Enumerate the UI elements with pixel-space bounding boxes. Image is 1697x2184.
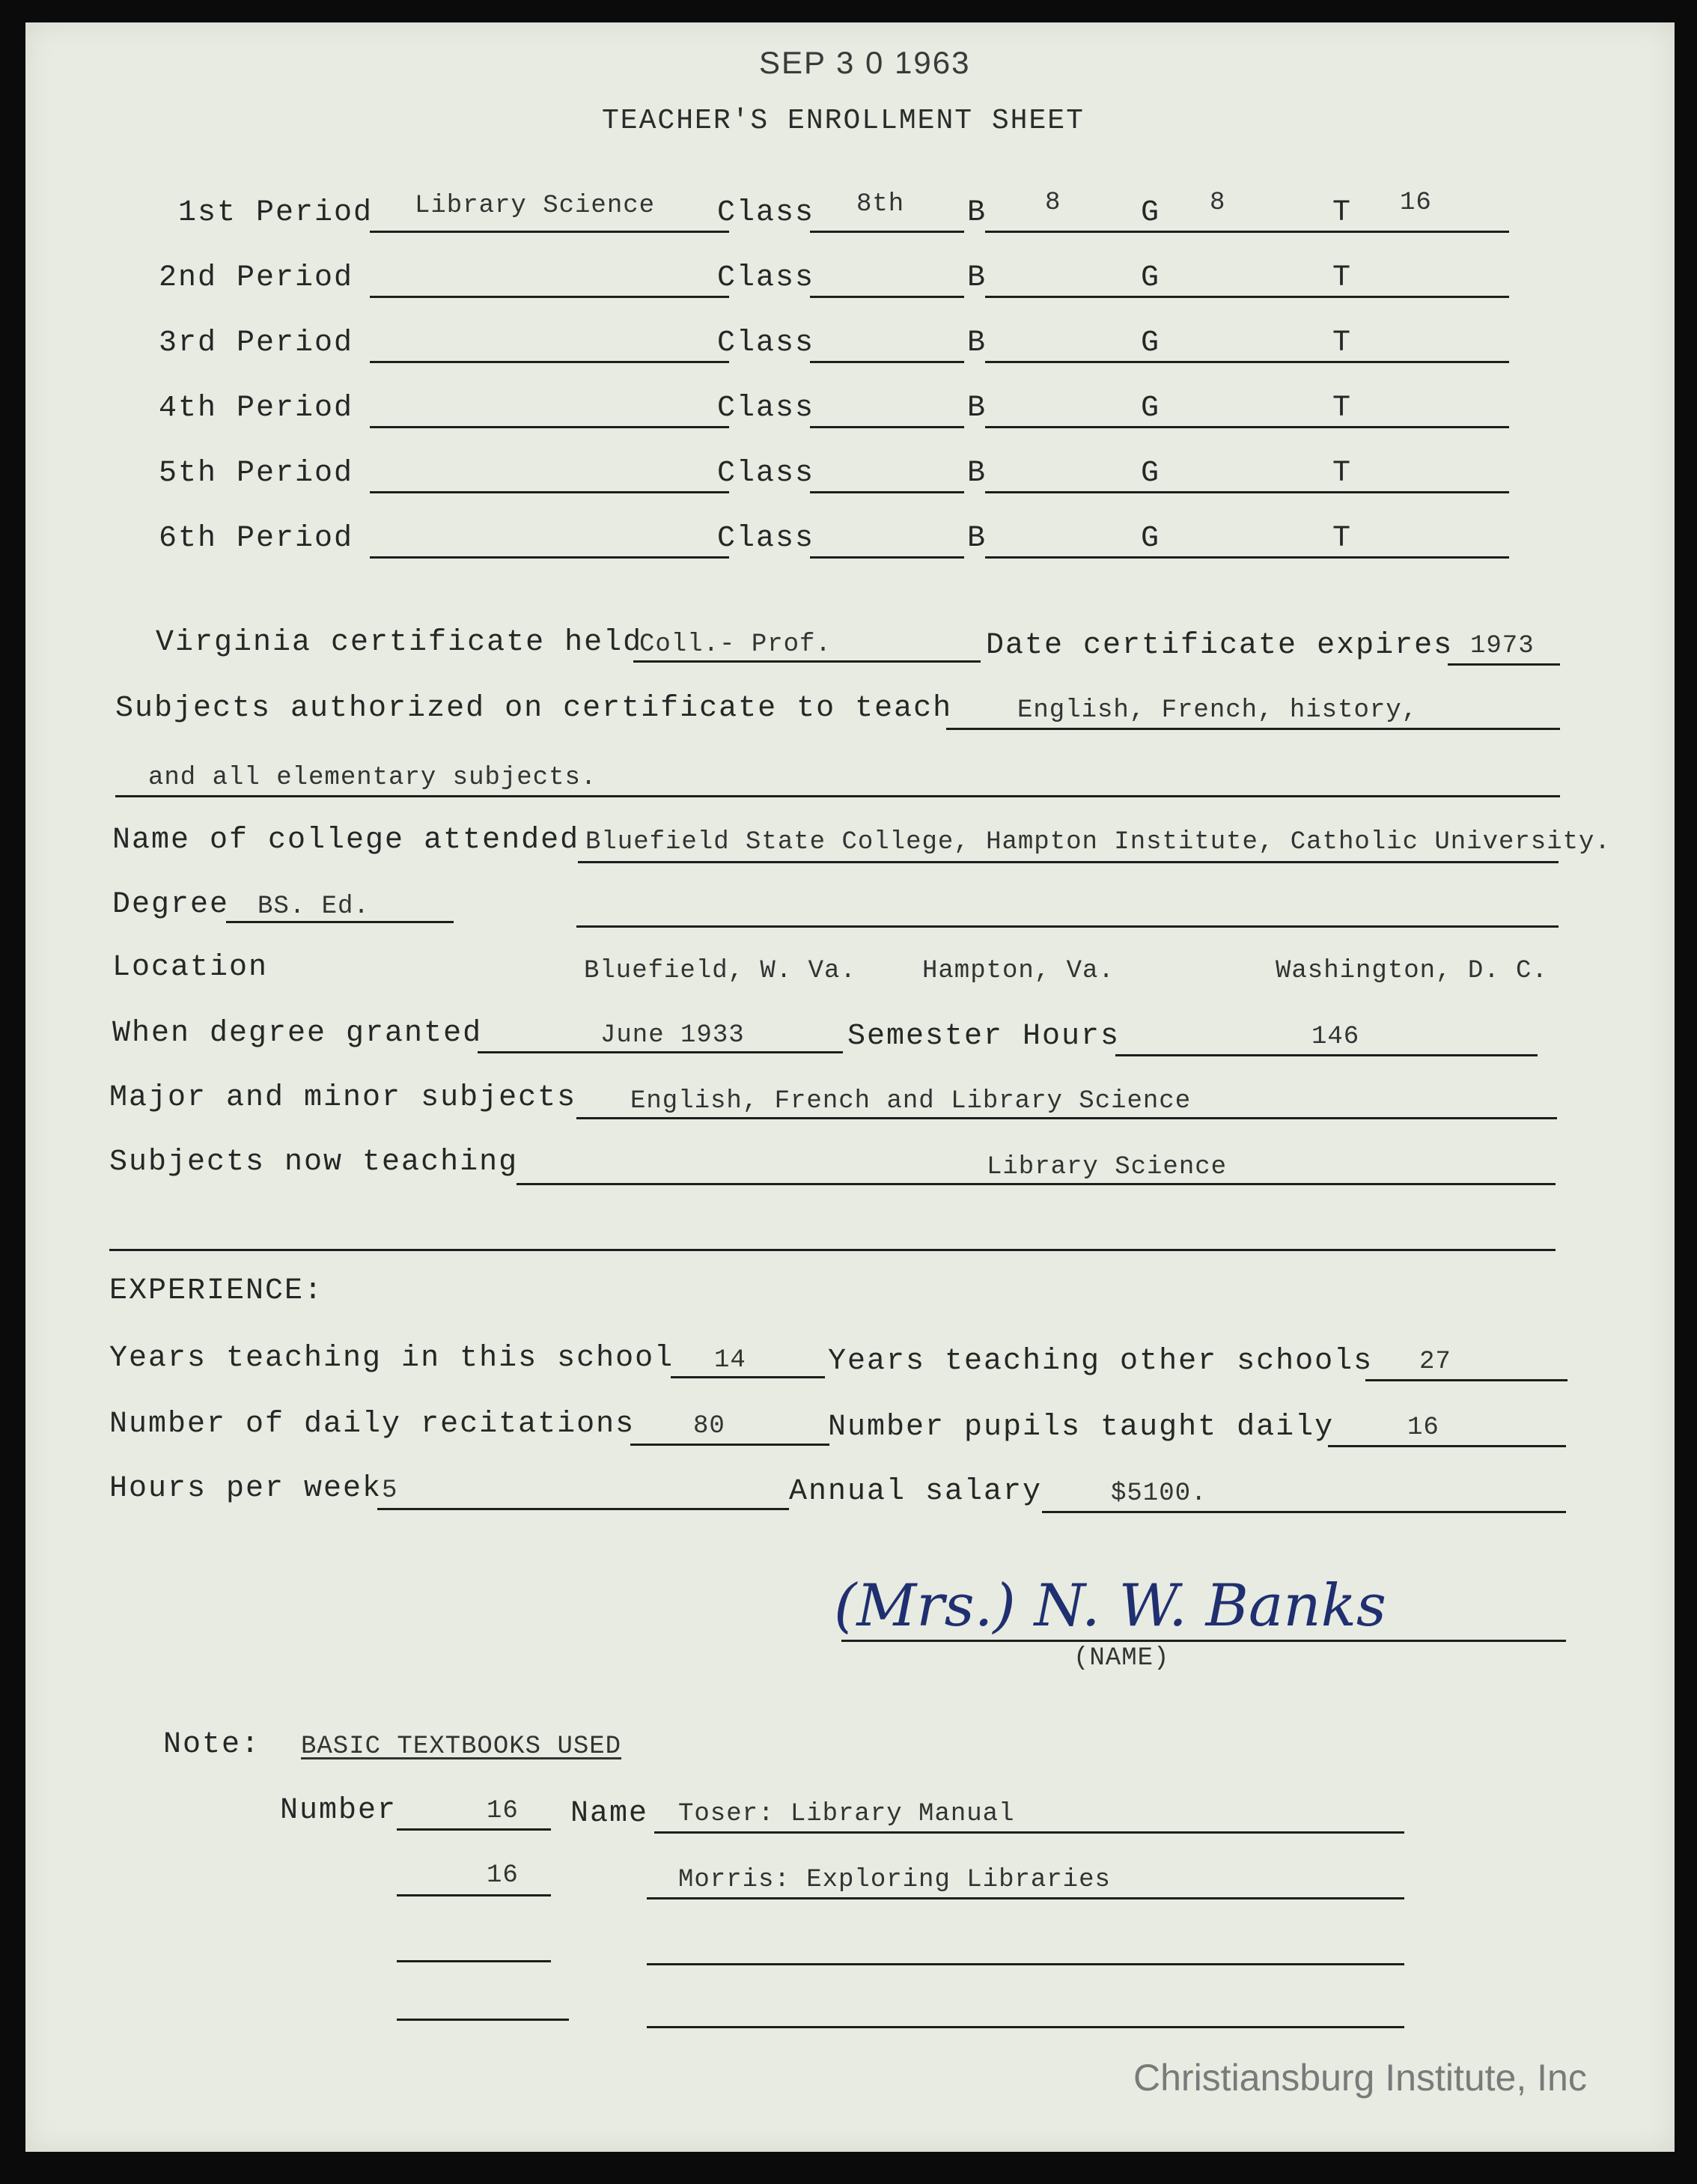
blank-line [370, 231, 729, 233]
blank-line [1159, 361, 1355, 363]
total-label: T [1332, 522, 1353, 556]
degree-granted-value: June 1933 [600, 1021, 745, 1050]
blank-line [985, 231, 1163, 233]
note-label: Note: [163, 1728, 261, 1762]
archive-watermark: Christiansburg Institute, Inc [1133, 2057, 1587, 2099]
blank-line [1159, 426, 1355, 428]
subjects-authorized-value: English, French, history, [1017, 696, 1419, 725]
certificate-expires-label: Date certificate expires [986, 629, 1454, 663]
girls-label: G [1141, 457, 1161, 490]
blank-line [370, 296, 729, 298]
degree-granted-label: When degree granted [112, 1017, 483, 1050]
degree-label: Degree [112, 888, 230, 922]
class-label: Class [717, 522, 815, 556]
boys-label: B [967, 522, 987, 556]
boys-label: B [967, 261, 987, 295]
signature-caption: (NAME) [1073, 1644, 1170, 1673]
blank-line [1352, 556, 1509, 559]
boys-label: B [967, 196, 987, 230]
class-label: Class [717, 196, 815, 230]
blank-line [1352, 231, 1509, 233]
pupils-daily-value: 16 [1407, 1414, 1439, 1442]
blank-line [1159, 296, 1355, 298]
experience-heading: EXPERIENCE: [109, 1274, 324, 1308]
period-label: 2nd Period [159, 261, 354, 295]
years-other-schools-label: Years teaching other schools [828, 1345, 1374, 1378]
blank-line [1352, 491, 1509, 493]
textbook-1-number: 16 [487, 1797, 519, 1825]
blank-line [370, 556, 729, 559]
certificate-held-value: Coll.- Prof. [639, 630, 832, 659]
subjects-now-label: Subjects now teaching [109, 1146, 519, 1179]
girls-label: G [1141, 522, 1161, 556]
class-label: Class [717, 457, 815, 490]
pupils-daily-label: Number pupils taught daily [828, 1411, 1335, 1444]
blank-line [1352, 296, 1509, 298]
subjects-authorized-label: Subjects authorized on certificate to teach [115, 692, 953, 726]
blank-line [810, 361, 964, 363]
period-total-value: 16 [1400, 189, 1432, 217]
subjects-authorized-value-2: and all elementary subjects. [148, 764, 597, 792]
class-label: Class [717, 392, 815, 425]
blank-line [810, 426, 964, 428]
period-subject: Library Science [415, 192, 656, 220]
textbook-1-name: Toser: Library Manual [678, 1800, 1015, 1828]
girls-label: G [1141, 196, 1161, 230]
hours-per-week-value: 5 [382, 1476, 398, 1505]
textbook-2-number: 16 [487, 1861, 519, 1890]
annual-salary-label: Annual salary [789, 1475, 1043, 1509]
blank-line [1159, 491, 1355, 493]
total-label: T [1332, 196, 1353, 230]
location-2: Hampton, Va. [922, 957, 1115, 985]
total-label: T [1332, 457, 1353, 490]
hours-per-week-label: Hours per week [109, 1472, 383, 1506]
girls-label: G [1141, 326, 1161, 360]
years-this-school-value: 14 [714, 1346, 746, 1375]
college-value: Bluefield State College, Hampton Institute, Catholic University. [585, 828, 1611, 857]
years-this-school-label: Years teaching in this school [109, 1342, 674, 1375]
class-label: Class [717, 326, 815, 360]
annual-salary-value: $5100. [1111, 1479, 1207, 1508]
textbook-2-name: Morris: Exploring Libraries [678, 1866, 1111, 1894]
total-label: T [1332, 261, 1353, 295]
blank-line [370, 426, 729, 428]
major-minor-label: Major and minor subjects [109, 1081, 577, 1115]
certificate-held-label: Virginia certificate held [156, 626, 643, 660]
period-label: 4th Period [159, 392, 354, 425]
textbooks-heading: BASIC TEXTBOOKS USED [301, 1733, 622, 1761]
enrollment-sheet [25, 22, 1675, 2152]
period-label: 1st Period [178, 196, 374, 230]
blank-line [810, 231, 964, 233]
blank-line [985, 556, 1163, 559]
textbook-number-label: Number [280, 1794, 397, 1828]
period-label: 5th Period [159, 457, 354, 490]
total-label: T [1332, 326, 1353, 360]
daily-recitations-label: Number of daily recitations [109, 1408, 636, 1441]
period-girls-value: 8 [1210, 189, 1226, 217]
boys-label: B [967, 326, 987, 360]
location-3: Washington, D. C. [1276, 957, 1548, 985]
signature: (Mrs.) N. W. Banks [834, 1572, 1386, 1640]
girls-label: G [1141, 392, 1161, 425]
blank-line [985, 361, 1163, 363]
period-class-value: 8th [856, 190, 905, 219]
period-boys-value: 8 [1045, 189, 1061, 217]
blank-line [985, 426, 1163, 428]
location-1: Bluefield, W. Va. [584, 957, 856, 985]
blank-line [370, 491, 729, 493]
received-date-stamp: SEP 3 0 1963 [759, 45, 971, 80]
girls-label: G [1141, 261, 1161, 295]
degree-value: BS. Ed. [258, 892, 370, 921]
blank-line [810, 491, 964, 493]
location-label: Location [112, 951, 269, 985]
form-title: TEACHER'S ENROLLMENT SHEET [602, 105, 1085, 137]
class-label: Class [717, 261, 815, 295]
total-label: T [1332, 392, 1353, 425]
blank-line [810, 296, 964, 298]
period-label: 3rd Period [159, 326, 354, 360]
blank-line [1352, 426, 1509, 428]
boys-label: B [967, 392, 987, 425]
blank-line [370, 361, 729, 363]
major-minor-value: English, French and Library Science [630, 1087, 1192, 1116]
blank-line [985, 296, 1163, 298]
college-label: Name of college attended [112, 824, 580, 857]
boys-label: B [967, 457, 987, 490]
period-label: 6th Period [159, 522, 354, 556]
blank-line [810, 556, 964, 559]
subjects-now-value: Library Science [987, 1153, 1228, 1181]
certificate-expires-value: 1973 [1470, 632, 1535, 660]
daily-recitations-value: 80 [693, 1412, 725, 1441]
blank-line [985, 491, 1163, 493]
semester-hours-value: 146 [1311, 1023, 1360, 1051]
years-other-schools-value: 27 [1419, 1348, 1451, 1376]
blank-line [1159, 556, 1355, 559]
textbook-name-label: Name [570, 1797, 649, 1831]
semester-hours-label: Semester Hours [847, 1020, 1121, 1053]
blank-line [1159, 231, 1355, 233]
blank-line [1352, 361, 1509, 363]
